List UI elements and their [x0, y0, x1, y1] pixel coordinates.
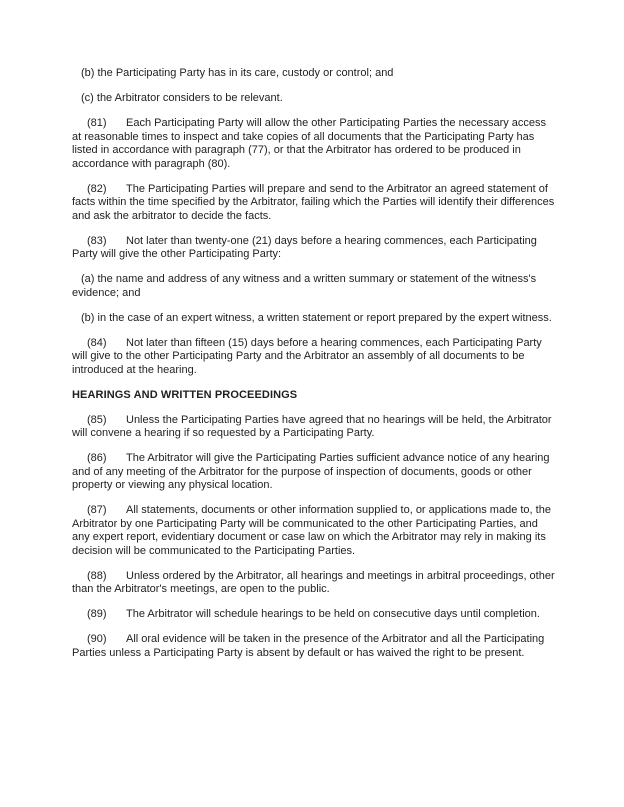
paragraph-text: All oral evidence will be taken in the presence of the Arbitrator and all the Participating Parties unless a Participating Party is absent by default or has waived the right to be present.: [72, 633, 545, 659]
numbered-paragraph: [72, 117, 557, 171]
paragraph-number: (83): [87, 234, 107, 247]
numbered-paragraph: [72, 452, 557, 493]
paragraph-number: (82): [87, 182, 107, 195]
paragraph-text: The Participating Parties will prepare and send to the Arbitrator an agreed statement of facts within the time specified by the Arbitrator, failing which the Parties will identify their differences and ask the arbitrator to decide the facts.: [72, 182, 555, 222]
paragraph-number: (85): [87, 413, 107, 426]
sub-paragraph: (b) in the case of an expert witness, a written statement or report prepared by the expert witness.: [81, 311, 552, 324]
paragraph-text: The Arbitrator will give the Participating Parties sufficient advance notice of any hearing and of any meeting of the Arbitrator for the purpose of inspection of documents, goods or other property or viewing any physical location.: [72, 452, 550, 491]
sub-paragraph: (b) the Participating Party has in its care, custody or control; and: [81, 67, 394, 79]
paragraph-text: Unless ordered by the Arbitrator, all hearings and meetings in arbitral proceedings, other than the Arbitrator's meetings, are open to the public.: [72, 569, 555, 595]
paragraph-number: (89): [87, 608, 107, 620]
numbered-paragraph: [72, 504, 557, 558]
numbered-paragraph: [72, 570, 557, 597]
paragraph-number: (81): [87, 117, 107, 129]
sub-paragraph: (a) the name and address of any witness and a written summary or statement of the witness's evidence; and: [72, 273, 537, 299]
numbered-paragraph: [72, 235, 557, 262]
paragraph-number: (84): [87, 336, 107, 349]
paragraph-text: All statements, documents or other information supplied to, or applications made to, the Arbitrator by one Participating Party will be communicated to the other Participating Parties, and any expert report, evidentiary document or case law on which the Arbitrator may rely in making its decision will be communicated to the Participating Parties.: [72, 504, 551, 557]
numbered-paragraph: [72, 337, 557, 378]
sub-paragraph: (c) the Arbitrator considers to be relevant.: [81, 92, 283, 104]
document-section-hearings: [72, 389, 557, 661]
paragraph-number: (87): [87, 504, 107, 516]
numbered-paragraph: [72, 183, 557, 224]
numbered-paragraph: [72, 633, 557, 660]
paragraph-number: (88): [87, 569, 107, 582]
document-section-discovery: [72, 67, 557, 377]
numbered-paragraph: [72, 414, 557, 441]
numbered-paragraph: [72, 608, 557, 622]
paragraph-text: Not later than twenty-one (21) days before a hearing commences, each Participating Party will give the other Participating Party:: [72, 234, 537, 260]
paragraph-number: (86): [87, 452, 107, 464]
paragraph-text: Each Participating Party will allow the other Participating Parties the necessary access at reasonable times to inspect and take copies of all documents that the Participating Party has listed in accordance with paragraph (77), or that the Arbitrator has ordered to be produced in accordance with paragraph (80).: [72, 117, 547, 170]
paragraph-text: Unless the Participating Parties have agreed that no hearings will be held, the Arbitrator will convene a hearing if so requested by a Participating Party.: [72, 413, 552, 439]
paragraph-number: (90): [87, 633, 107, 645]
paragraph-text: The Arbitrator will schedule hearings to be held on consecutive days until completion.: [126, 608, 540, 620]
section-heading: HEARINGS AND WRITTEN PROCEEDINGS: [72, 388, 298, 401]
paragraph-text: Not later than fifteen (15) days before a hearing commences, each Participating Party will give to the other Participating Party and the Arbitrator an assembly of all documents to be introduced at the hearing.: [72, 336, 542, 376]
